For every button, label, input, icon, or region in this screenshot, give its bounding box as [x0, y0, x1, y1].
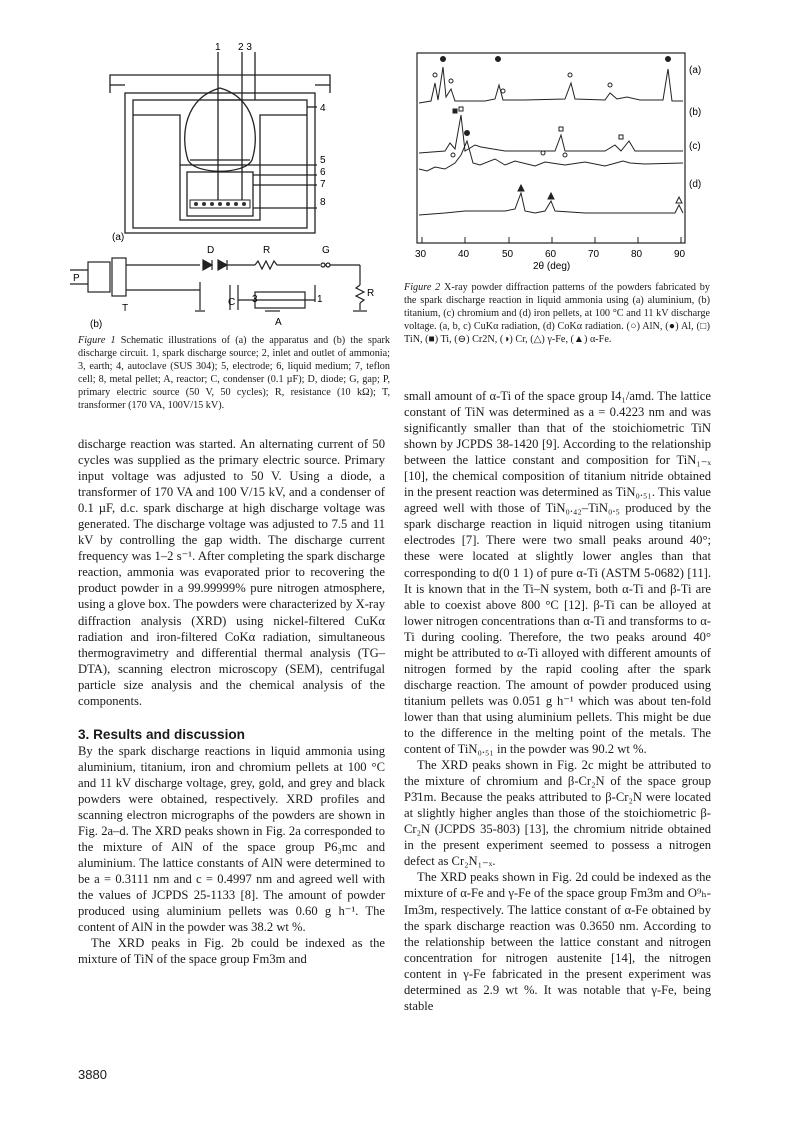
x-tick-70: 70 [588, 249, 600, 260]
left-para-1: discharge reaction was started. An alternating current of 50 cycles was supplied as the primary electric source. Primary input voltage was adjusted to 50 V. Using a diode, a transformer of 170 VA and 100 V/15 kV, and a condenser of 0.1 µF, d.c. spark discharge at high discharge voltage was generated. The discharge voltage was adjusted to 7.5 and 11 kV by controlling the gap width. The discharge current frequency was 1–2 s⁻¹. After completing the spark discharge reaction, ammonia was evaporated prior to recovering the product powder in a 99.99999% pure nitrogen atmosphere, using a glove box. The powders were characterized by X-ray diffraction analysis (XRD) using nickel-filtered CuKα radiation and iron-filtered CoKα radiation, simultaneous thermogravimetry and differential thermal analysis (TG–DTA), scanning electron microscopy (SEM), centrifugal particle size analysis and the chemical analysis of the components. [78, 437, 385, 708]
fig1-label-4: 4 [320, 103, 326, 114]
x-tick-90: 90 [674, 249, 686, 260]
fig1-resistance-label: R [367, 288, 375, 299]
figure-1-caption-title: Figure 1 [78, 335, 116, 346]
figure-2-xrd-patterns [405, 45, 710, 275]
fig1-primary-label: P [73, 273, 80, 284]
fig1-diode-label: D [207, 245, 215, 256]
left-para-3: The XRD peaks in Fig. 2b could be indexed as the mixture of TiN of the space group Fm3m and [78, 936, 385, 967]
fig1-label-3: 3 [252, 294, 258, 305]
fig1-label-8: 8 [320, 197, 326, 208]
fig1-label-7: 7 [320, 179, 326, 190]
xrd-label-c: (c) [689, 141, 701, 152]
x-tick-60: 60 [545, 249, 557, 260]
x-tick-50: 50 [502, 249, 514, 260]
x-tick-40: 40 [458, 249, 470, 260]
x-tick-80: 80 [631, 249, 643, 260]
figure-2-caption-title: Figure 2 [404, 282, 441, 293]
fig1-label-6: 6 [320, 167, 326, 178]
fig1-resistor-label: R [263, 245, 271, 256]
fig1-label-1: 1 [215, 42, 221, 53]
fig1-label-b: (b) [90, 319, 103, 330]
right-para-2: The XRD peaks shown in Fig. 2c might be attributed to the mixture of chromium and β-Cr₂N of the space group P3̄1m. Because the peaks attributed to β-Cr₂N were located at slightly higher angles than those of the stoichiometric β-Cr₂N (JCPDS 35-803) [13], the chromium nitride obtained in the present experiment seemed to possess a nitrogen defect as Cr₂N₁₋ₓ. [404, 758, 711, 869]
x-axis-label: 2θ (deg) [533, 261, 571, 272]
figure-1-caption-text: Schematic illustrations of (a) the apparatus and (b) the spark discharge circuit. 1, spark discharge source; 2, inlet and outlet of ammonia; 3, earth; 4, autoclave (SUS 304); 5, electrode; 6, liquid medium; 7, teflon cell; 8, metal pellet; A, reactor; C, condenser (0.1 µF); D, diode; G, gap; P, primary electric source (50 V, 50 cycles); R, resistance (10 kΩ); T, transformer (170 VA, 100V/15 kV). [78, 335, 390, 412]
xrd-label-d: (d) [689, 179, 702, 190]
fig1-label-a: (a) [112, 232, 125, 243]
left-column [78, 436, 385, 968]
figure-1-schematic [70, 40, 400, 330]
fig1-label-23: 2 3 [238, 42, 252, 53]
x-tick-30: 30 [415, 249, 427, 260]
fig1-condenser-label: C [228, 297, 236, 308]
section-heading: 3. Results and discussion [78, 726, 245, 742]
figure-2-caption-text: X-ray powder diffraction patterns of the powders fabricated by the spark discharge reaction in liquid ammonia using (a) aluminium, (b) titanium, (c) chromium and (d) iron pellets, at 100 °C and 11 kV discharge voltage. (a, b, c) CuKα radiation, (d) CoKα radiation. (○) AlN, (●) Al, (□) TiN, (■) Ti, (⊖) Cr2N, (◑) Cr, (△) γ-Fe, (▲) α-Fe. [404, 282, 710, 346]
left-para-2: By the spark discharge reactions in liquid ammonia using aluminium, titanium, iron and chromium pellets at 100 °C and 11 kV discharge voltage, grey, gold, and grey and black powders were obtained, respectively. XRD profiles and scanning electron micrographs of the powders are shown in Fig. 2a–d. The XRD peaks shown in Fig. 2a corresponded to the mixture of AlN of the space group P6₃mc and aluminium. The lattice constants of AlN were determined to be a = 0.3111 nm and c = 0.4997 nm and agreed well with the values of JCPDS 25-1133 [8]. The amount of powder produced using aluminium pellets was 0.60 g h⁻¹. The content of AlN in the powder was 38.2 wt %. [78, 743, 385, 935]
right-column [404, 388, 711, 1014]
fig1-label-1b: 1 [317, 294, 323, 305]
figure-1-caption [78, 334, 390, 413]
fig1-reactor-label: A [275, 317, 282, 328]
fig1-transformer-label: T [122, 303, 129, 314]
xrd-label-a: (a) [689, 65, 702, 76]
right-para-3: The XRD peaks shown in Fig. 2d could be indexed as the mixture of α-Fe and γ-Fe of the space group Fm3m and O⁹ₕ-Im3m, respectively. The lattice constant of α-Fe obtained by the spark discharge reaction was 0.3650 nm. According to the relationship between the lattice constant and nitrogen concentration for nitrogen austenite [14], the nitrogen content in γ-Fe fabricated in the present experiment was determined as 2.9 wt %. It was notable that γ-Fe, being stable [404, 870, 711, 1013]
page-number: 3880 [78, 1067, 107, 1082]
figure-2-caption [404, 281, 710, 346]
xrd-label-b: (b) [689, 107, 702, 118]
fig1-label-5: 5 [320, 155, 326, 166]
right-para-1: small amount of α-Ti of the space group I4₁/amd. The lattice constant of TiN was determined as a = 0.4223 nm and was significantly smaller than that of the stoichiometric TiN shown by JCPDS 38-1420 [9]. According to the relationship between the lattice constant and composition for TiN₁₋ₓ [10], the chemical composition of titanium nitride obtained in the present reaction was determined as TiN₀.₅₁. This value agreed well with those of TiN₀.₄₂–TiN₀.₅ produced by the spark discharge reaction in liquid nitrogen using titanium electrodes [7]. There were two small peaks around 40°; these were located at slightly lower angles than that corresponding to d(0 1 1) of pure α-Ti (ASTM 5-0682) [11]. It is known that in the Ti–N system, both α-Ti and β-Ti are able to coexist above 800 °C [12]. β-Ti can be alloyed at lower nitrogen concentrations than α-Ti and transforms to α-Ti during cooling. Therefore, the two peaks around 40° might be attributed to α-Ti alloyed with different amounts of nitrogen formed by the rapid cooling after the spark discharge reaction. The amount of powder produced using titanium pellets was 0.051 g h⁻¹ which was about ten-fold lower than that using aluminium pellets. This might be due to the difference in the melting point of the metals. The content of TiN₀.₅₁ in the powder was 90.2 wt %. [404, 389, 711, 757]
fig1-gap-label: G [322, 245, 330, 256]
